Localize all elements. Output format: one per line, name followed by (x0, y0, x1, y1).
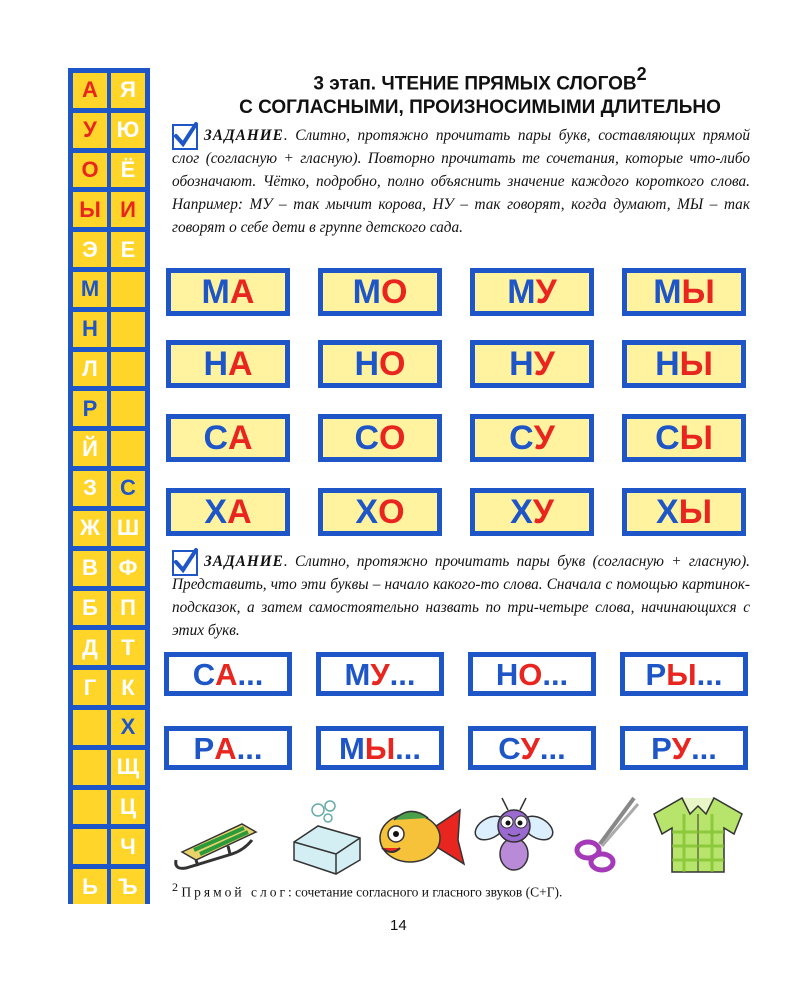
soap-icon (288, 798, 366, 878)
syllable-vowel: А (214, 730, 237, 766)
alphabet-letter: Ч (111, 829, 145, 864)
syllable-consonant: С (192, 656, 216, 692)
alphabet-letter: Х (111, 710, 145, 745)
alphabet-letter (111, 431, 145, 466)
title-line2: С СОГЛАСНЫМИ, ПРОИЗНОСИМЫМИ ДЛИТЕЛЬНО (239, 97, 721, 119)
task1-text (172, 124, 750, 239)
syllable-consonant: Н (354, 345, 380, 383)
syllable-vowel: У (532, 493, 554, 531)
syllable-consonant: М (344, 656, 371, 692)
syllable-card (166, 268, 290, 316)
alphabet-letter (111, 391, 145, 426)
syllable-consonant: Н (509, 345, 534, 383)
syllable-ellipsis: ... (395, 730, 422, 766)
page-number: 14 (390, 917, 407, 934)
syllable-consonant: С (509, 419, 534, 457)
syllable-prompt-card (468, 726, 596, 770)
alphabet-letter: Щ (111, 750, 145, 785)
syllable-vowel: У (671, 730, 692, 766)
syllable-card (622, 268, 746, 316)
syllable-prompt-card (164, 652, 292, 696)
alphabet-letter: Ж (73, 511, 107, 546)
syllable-card (470, 414, 594, 462)
syllable-vowel: У (535, 273, 557, 311)
shirt-icon (648, 792, 748, 876)
alphabet-letter (73, 829, 107, 864)
syllable-vowel: А (228, 419, 253, 457)
syllable-card (166, 340, 290, 388)
alphabet-letter: Т (111, 630, 145, 665)
syllable-ellipsis: ... (236, 730, 263, 766)
syllable-ellipsis: ... (539, 730, 566, 766)
syllable-prompt-card (164, 726, 292, 770)
syllable-consonant: М (507, 273, 536, 311)
alphabet-letter: А (73, 73, 107, 108)
syllable-consonant: С (498, 730, 521, 766)
syllable-consonant: Р (651, 730, 672, 766)
fly-icon (472, 792, 556, 876)
syllable-card (470, 340, 594, 388)
alphabet-letter: Ц (111, 790, 145, 825)
syllable-ellipsis: ... (389, 656, 416, 692)
alphabet-letter: В (73, 551, 107, 586)
alphabet-letter: Н (73, 312, 107, 347)
syllable-ellipsis: ... (696, 656, 723, 692)
syllable-vowel: А (229, 273, 255, 311)
syllable-vowel: Ы (666, 656, 697, 692)
syllable-consonant: Н (495, 656, 519, 692)
alphabet-letter (73, 710, 107, 745)
task2-body: . Слитно, протяжно прочитать пары букв (согласную + гласную). Представить, что эти буквы – начало какого-то слова. Сначала с помощью картинок-подсказок, а затем самостоятельно назвать по три-четыре слова, начинающихся с этих букв. (172, 553, 750, 639)
syllable-card (318, 414, 442, 462)
syllable-vowel: У (370, 656, 390, 692)
syllable-consonant: М (352, 273, 381, 311)
alphabet-letter: Ы (73, 192, 107, 227)
title-footnote-mark: 2 (636, 64, 647, 84)
task2-text (172, 550, 750, 642)
syllable-card (318, 488, 442, 536)
syllable-consonant: М (653, 273, 682, 311)
syllable-vowel: О (380, 273, 408, 311)
alphabet-letter: П (111, 591, 145, 626)
syllable-card (166, 414, 290, 462)
syllable-vowel: А (228, 345, 253, 383)
syllable-vowel: Ы (679, 419, 713, 457)
alphabet-letter: З (73, 471, 107, 506)
syllable-card (622, 414, 746, 462)
syllable-consonant: Р (645, 656, 667, 692)
syllable-prompt-card (316, 726, 444, 770)
syllable-vowel: У (520, 730, 540, 766)
syllable-prompt-card (620, 726, 748, 770)
syllable-vowel: Ы (364, 730, 396, 766)
syllable-consonant: М (201, 273, 230, 311)
alphabet-letter: С (111, 471, 145, 506)
alphabet-letter: Ш (111, 511, 145, 546)
syllable-consonant: Х (355, 493, 379, 531)
syllable-vowel: О (518, 656, 543, 692)
footnote-term: Прямой слог (181, 884, 288, 900)
alphabet-letter: Г (73, 670, 107, 705)
alphabet-letter: М (73, 272, 107, 307)
alphabet-letter (111, 352, 145, 387)
page-title (160, 64, 800, 120)
syllable-vowel: О (379, 345, 406, 383)
scissors-icon (572, 794, 642, 874)
syllable-consonant: Р (193, 730, 215, 766)
syllable-card (318, 340, 442, 388)
task1-label: ЗАДАНИЕ (204, 127, 284, 144)
alphabet-letter: Е (111, 232, 145, 267)
syllable-vowel: Ы (678, 493, 712, 531)
syllable-vowel: А (215, 656, 238, 692)
alphabet-letter: Ф (111, 551, 145, 586)
title-line1: 3 этап. ЧТЕНИЕ ПРЯМЫХ СЛОГОВ (313, 73, 637, 95)
footnote (172, 880, 562, 901)
syllable-vowel: У (533, 419, 555, 457)
alphabet-letter (111, 312, 145, 347)
alphabet-letter: Д (73, 630, 107, 665)
syllable-consonant: С (655, 419, 680, 457)
alphabet-strip (68, 68, 150, 904)
alphabet-letter: Ё (111, 153, 145, 188)
syllable-vowel: У (533, 345, 555, 383)
alphabet-letter: Я (111, 73, 145, 108)
syllable-ellipsis: ... (691, 730, 717, 766)
syllable-consonant: Х (204, 493, 228, 531)
syllable-vowel: А (227, 493, 252, 531)
syllable-card (622, 488, 746, 536)
alphabet-letter: Э (73, 232, 107, 267)
syllable-vowel: Ы (679, 345, 713, 383)
syllable-card (470, 488, 594, 536)
task1-body: . Слитно, протяжно прочитать пары букв, составляющих прямой слог (согласную + гласную). Повторно прочитать те сочетания, которые что-либо обозначают. Чётко, подробно, полно объяснить значение каждого короткого слова. Например: МУ – так мычит корова, НУ – так говорят, когда думают, МЫ – так говорят о себе дети в группе детского сада. (172, 127, 750, 236)
alphabet-letter: Л (73, 352, 107, 387)
syllable-consonant: Х (656, 493, 679, 531)
alphabet-letter: Р (73, 391, 107, 426)
syllable-prompt-card (620, 652, 748, 696)
syllable-card (318, 268, 442, 316)
syllable-card (166, 488, 290, 536)
alphabet-letter (73, 790, 107, 825)
syllable-consonant: Н (203, 345, 228, 383)
alphabet-letter: Ю (111, 113, 145, 148)
task2-label: ЗАДАНИЕ (204, 553, 284, 570)
syllable-consonant: Н (655, 345, 680, 383)
alphabet-letter: У (73, 113, 107, 148)
syllable-card (622, 340, 746, 388)
syllable-ellipsis: ... (542, 656, 569, 692)
fish-icon (374, 800, 466, 876)
syllable-card (470, 268, 594, 316)
syllable-vowel: Ы (681, 273, 715, 311)
alphabet-letter (73, 750, 107, 785)
footnote-mark: 2 (172, 880, 178, 894)
alphabet-letter: Ь (73, 869, 107, 904)
syllable-ellipsis: ... (237, 656, 264, 692)
alphabet-letter: И (111, 192, 145, 227)
alphabet-letter: О (73, 153, 107, 188)
alphabet-letter (111, 272, 145, 307)
alphabet-letter: Б (73, 591, 107, 626)
alphabet-letter: Й (73, 431, 107, 466)
syllable-vowel: О (378, 493, 405, 531)
syllable-vowel: О (379, 419, 406, 457)
syllable-prompt-card (468, 652, 596, 696)
syllable-consonant: Х (510, 493, 533, 531)
alphabet-letter: К (111, 670, 145, 705)
syllable-consonant: М (338, 730, 365, 766)
sled-icon (172, 810, 262, 874)
syllable-prompt-card (316, 652, 444, 696)
syllable-consonant: С (203, 419, 228, 457)
syllable-consonant: С (354, 419, 380, 457)
alphabet-letter: Ъ (111, 869, 145, 904)
footnote-text: : сочетание согласного и гласного звуков (С+Г). (288, 884, 563, 900)
